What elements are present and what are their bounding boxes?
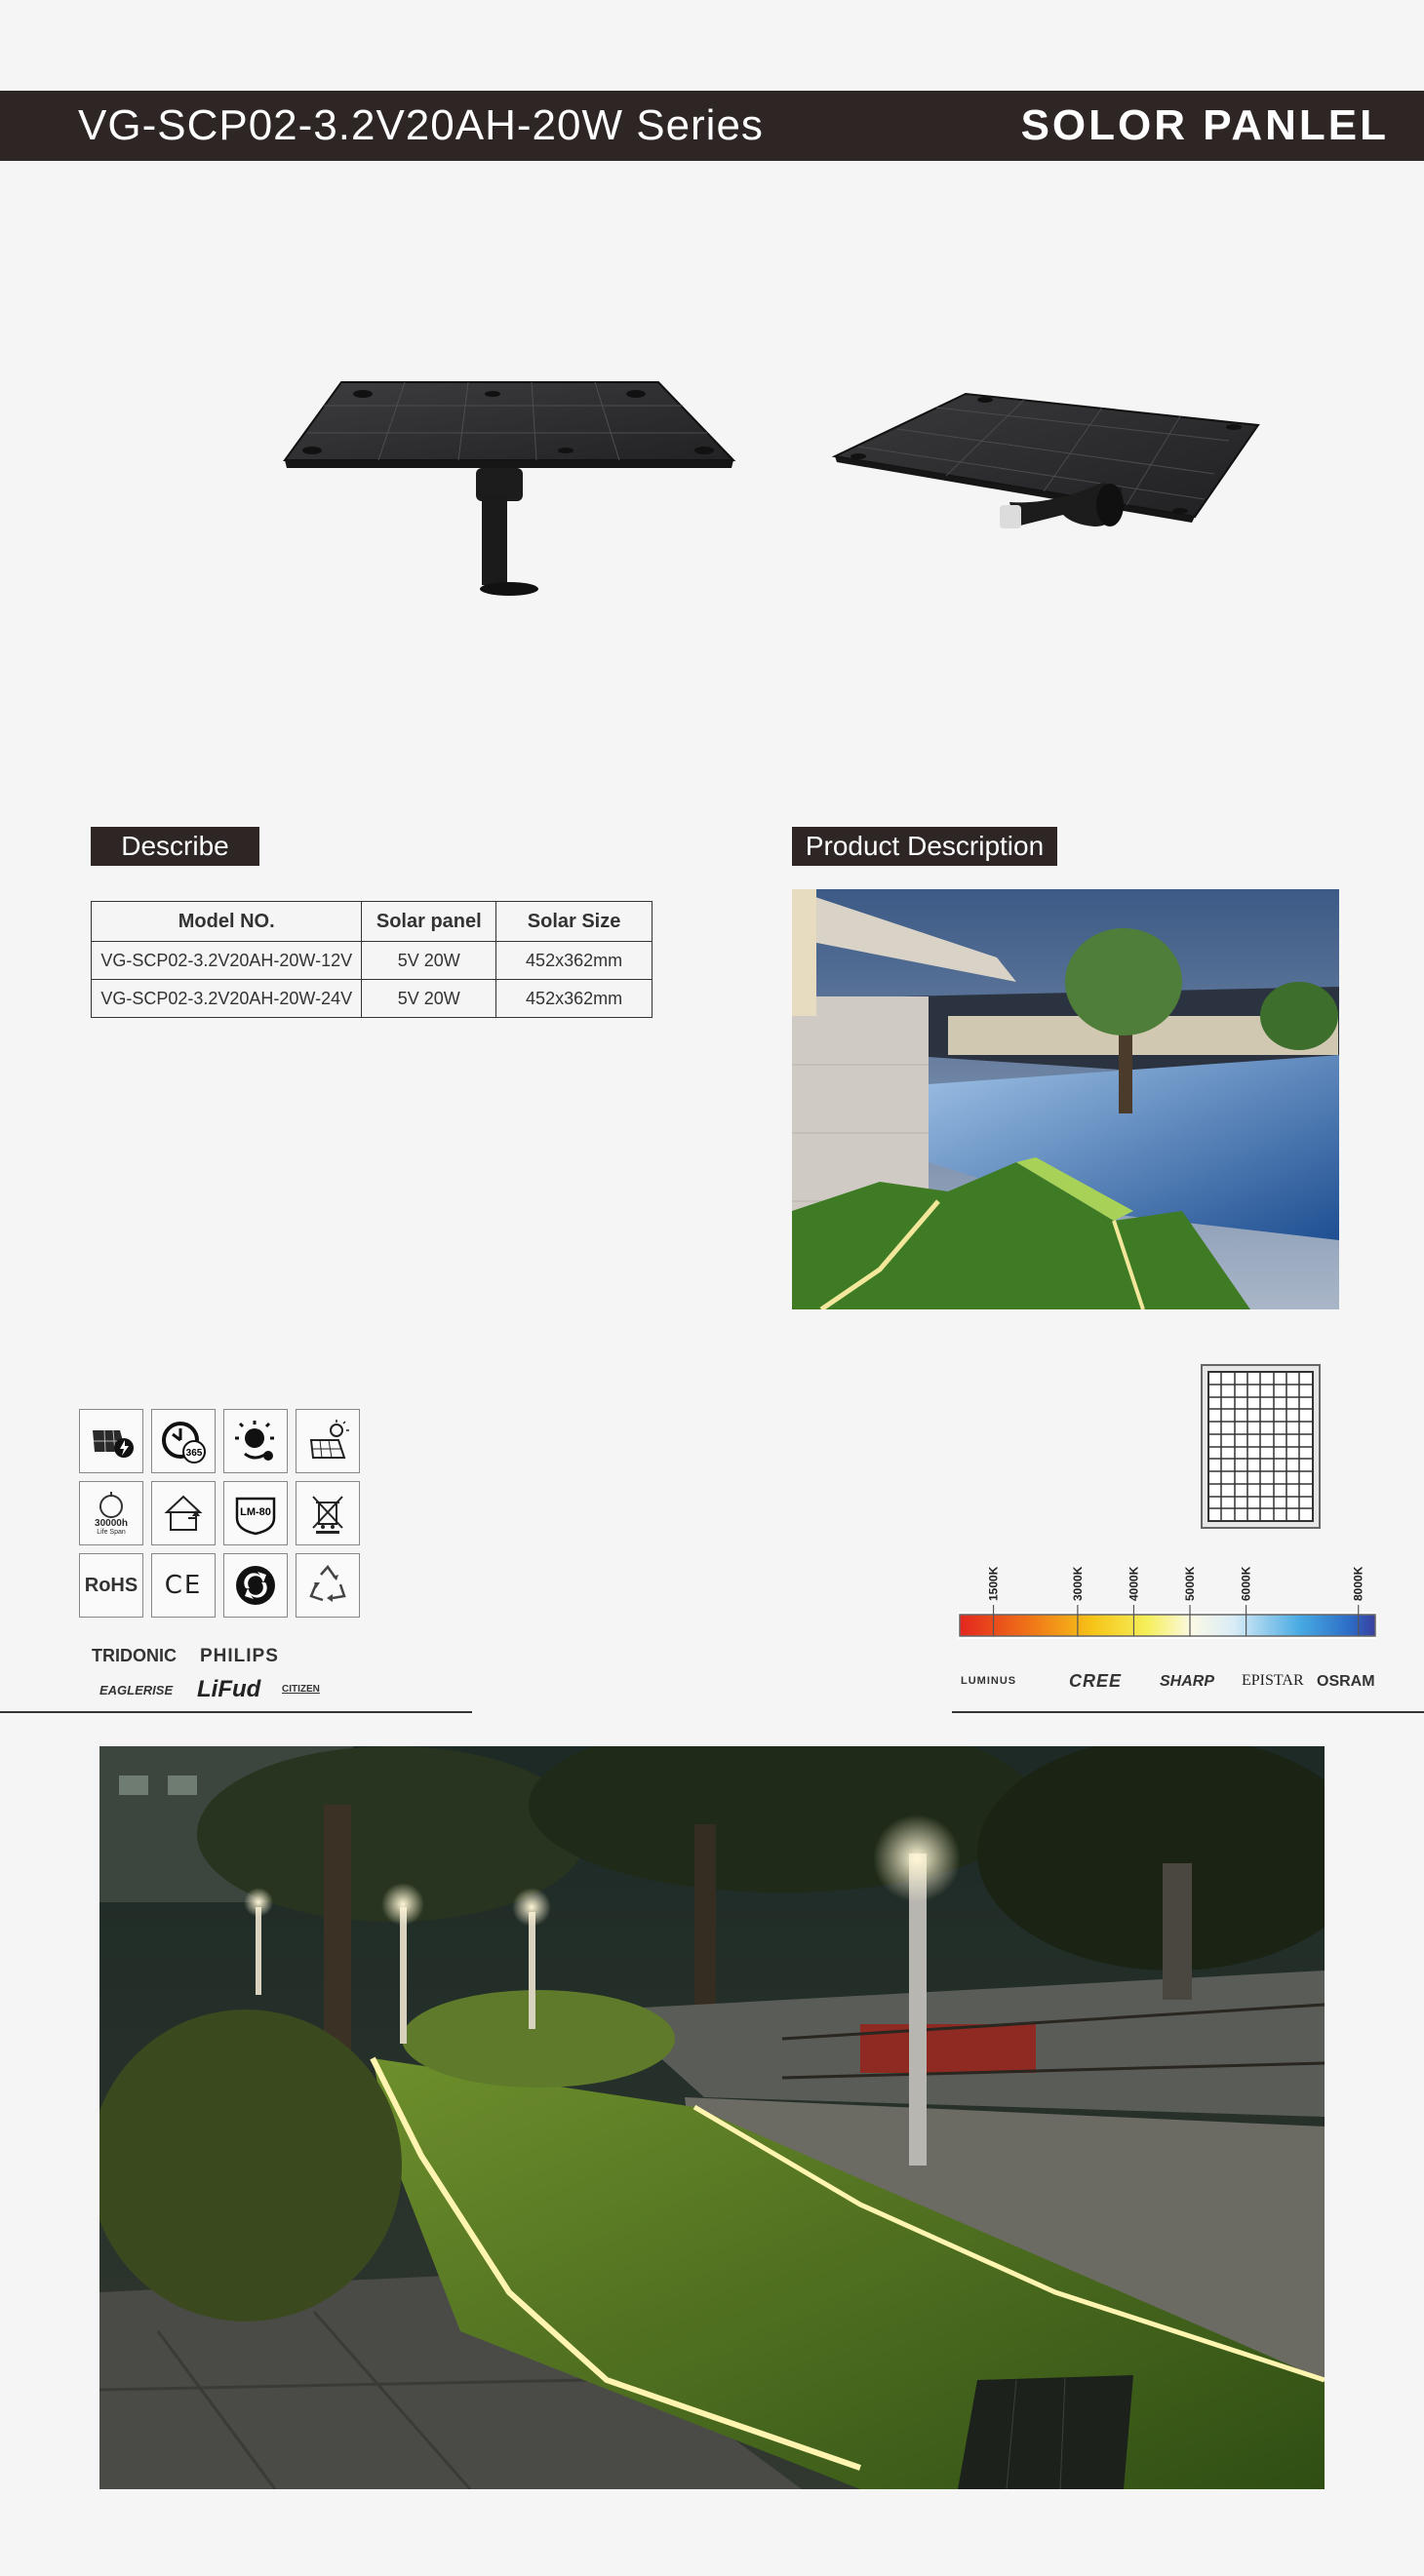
lifespan-caption: Life Span bbox=[97, 1529, 126, 1536]
green-dot-icon bbox=[223, 1553, 288, 1618]
cct-tick-label: 4000K bbox=[1127, 1566, 1141, 1601]
model-cell: VG-SCP02-3.2V20AH-20W-12V bbox=[92, 942, 362, 980]
svg-text:365: 365 bbox=[185, 1448, 203, 1459]
table-header-row bbox=[92, 902, 653, 942]
solar-panel-grid-icon bbox=[1201, 1364, 1321, 1529]
color-temperature-scale bbox=[958, 1556, 1377, 1644]
brand-eaglerise: EAGLERISE bbox=[99, 1683, 174, 1698]
solar-panel-cell: 5V 20W bbox=[362, 980, 496, 1018]
brand-sharp: SHARP bbox=[1160, 1673, 1215, 1690]
pool-garden-night-image bbox=[792, 889, 1339, 1309]
column-header: Model NO. bbox=[92, 902, 362, 942]
brand-cree: CREE bbox=[1069, 1671, 1123, 1691]
table-row bbox=[92, 980, 653, 1018]
lm80-text: LM-80 bbox=[240, 1506, 271, 1518]
brand-tridonic: TRIDONIC bbox=[92, 1646, 177, 1665]
cct-tick-label: 1500K bbox=[986, 1566, 1001, 1601]
rohs-icon bbox=[79, 1553, 143, 1618]
brand-luminus: LUMINUS bbox=[961, 1675, 1017, 1687]
park-night-lighting-image bbox=[99, 1746, 1325, 2489]
model-cell: VG-SCP02-3.2V20AH-20W-24V bbox=[92, 980, 362, 1018]
ce-text: CE bbox=[164, 1571, 203, 1600]
column-header: Solar Size bbox=[496, 902, 653, 942]
solar-panel-cell: 5V 20W bbox=[362, 942, 496, 980]
lifespan-icon bbox=[79, 1481, 143, 1545]
solar-panel-pole-mount-image bbox=[273, 371, 741, 605]
brand-osram: OSRAM bbox=[1317, 1673, 1375, 1690]
ce-icon bbox=[151, 1553, 216, 1618]
brand-epistar: EPISTAR bbox=[1242, 1672, 1304, 1689]
brand-citizen: CITIZEN bbox=[282, 1684, 320, 1695]
divider-left bbox=[0, 1711, 472, 1713]
divider-right bbox=[952, 1711, 1424, 1713]
column-header: Solar panel bbox=[362, 902, 496, 942]
solar-size-cell: 452x362mm bbox=[496, 942, 653, 980]
table-row bbox=[92, 942, 653, 980]
color-temperature-bar bbox=[958, 1556, 1377, 1644]
365-days-icon bbox=[151, 1409, 216, 1473]
lifespan-value: 30000h bbox=[95, 1518, 128, 1529]
product-description-label: Product Description bbox=[792, 827, 1057, 866]
solar-panel-wall-mount-image bbox=[829, 390, 1268, 546]
spec-table bbox=[91, 901, 653, 1018]
sun-sensor-icon bbox=[223, 1409, 288, 1473]
brand-philips: PHILIPS bbox=[200, 1646, 279, 1666]
brand-lifud: LiFud bbox=[197, 1676, 261, 1702]
rohs-text: RoHS bbox=[84, 1574, 138, 1596]
solar-size-cell: 452x362mm bbox=[496, 980, 653, 1018]
solar-weather-icon bbox=[296, 1409, 360, 1473]
lm80-icon bbox=[223, 1481, 288, 1545]
cct-tick-label: 8000K bbox=[1351, 1566, 1365, 1601]
cct-tick-label: 6000K bbox=[1239, 1566, 1253, 1601]
describe-label: Describe bbox=[91, 827, 259, 866]
no-trash-bin-icon bbox=[296, 1481, 360, 1545]
solar-panel-charge-icon bbox=[79, 1409, 143, 1473]
indoor-outdoor-icon bbox=[151, 1481, 216, 1545]
recycle-icon bbox=[296, 1553, 360, 1618]
cct-tick-label: 5000K bbox=[1183, 1566, 1198, 1601]
cct-tick-label: 3000K bbox=[1070, 1566, 1085, 1601]
header-brand: SOLOR PANLEL bbox=[1020, 101, 1389, 149]
page-title: VG-SCP02-3.2V20AH-20W Series bbox=[78, 101, 764, 149]
